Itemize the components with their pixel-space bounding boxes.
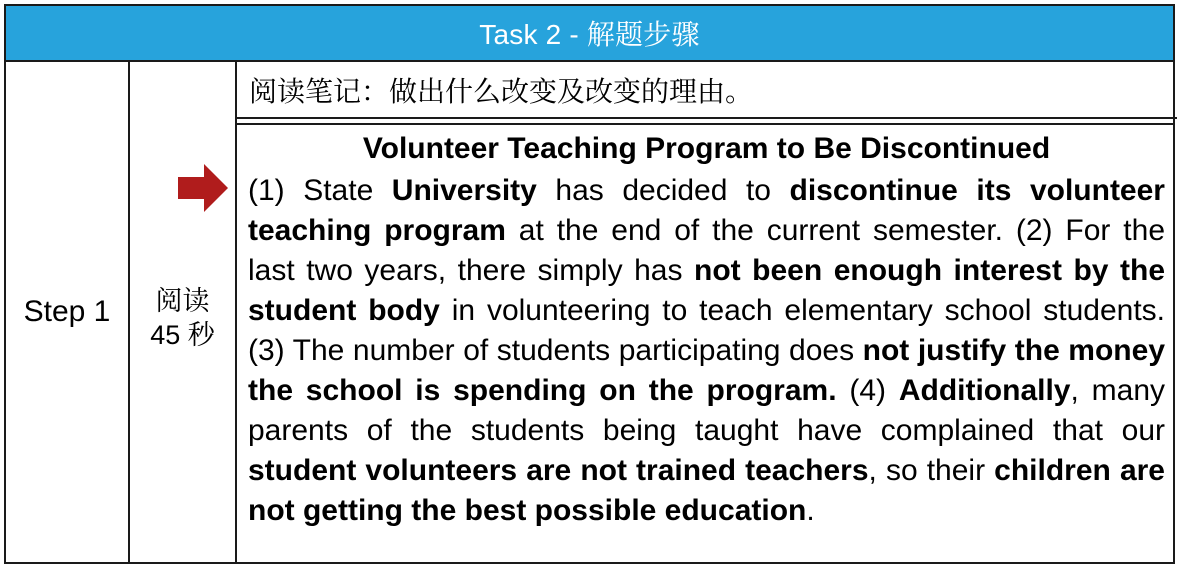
- passage-bold-segment: not justify the money the school is spending on the program.: [248, 334, 1165, 407]
- passage-text-segment: in volunteering to teach elementary school students. (3) The number of students participating does: [248, 294, 1165, 367]
- passage-text-segment: (1) State: [248, 174, 392, 207]
- passage-text-segment: at the end of the current semester. (2) For the last two years, there simply has: [248, 214, 1165, 287]
- passage-bold-segment: student volunteers are not trained teachers: [248, 454, 869, 487]
- step-cell: [6, 62, 130, 562]
- passage-bold-segment: not been enough interest by the student body: [248, 254, 1165, 327]
- reading-note-cell: [237, 62, 1177, 119]
- step-label: Step 1: [23, 295, 111, 328]
- passage-text-segment: .: [806, 494, 815, 527]
- passage-text-segment: , many parents of the students being taught have complained that our: [248, 374, 1165, 447]
- timing-line-2: 45 秒: [150, 320, 215, 350]
- table-header: [6, 6, 1173, 62]
- table-title: Task 2 - 解题步骤: [479, 19, 700, 50]
- passage-bold-segment: discontinue its volunteer teaching program: [248, 174, 1165, 247]
- passage-bold-segment: Additionally: [898, 374, 1071, 407]
- passage-title: Volunteer Teaching Program to Be Discontinued: [362, 132, 1051, 165]
- task-table: [4, 4, 1175, 564]
- timing-label: [130, 284, 235, 352]
- passage-cell: [237, 123, 1173, 566]
- passage-text-segment: (4): [836, 374, 899, 407]
- right-arrow-icon: [178, 162, 230, 214]
- timing-cell: [130, 62, 237, 562]
- passage-body: [248, 171, 1165, 531]
- passage-bold-segment: children are not getting the best possible education: [248, 454, 1165, 527]
- passage-text-segment: , so their: [868, 454, 995, 487]
- passage-text-segment: has decided to: [536, 174, 790, 207]
- reading-note-text: 阅读笔记：做出什么改变及改变的理由。: [249, 74, 754, 108]
- passage-bold-segment: University: [391, 174, 537, 207]
- timing-line-1: 阅读: [155, 286, 210, 316]
